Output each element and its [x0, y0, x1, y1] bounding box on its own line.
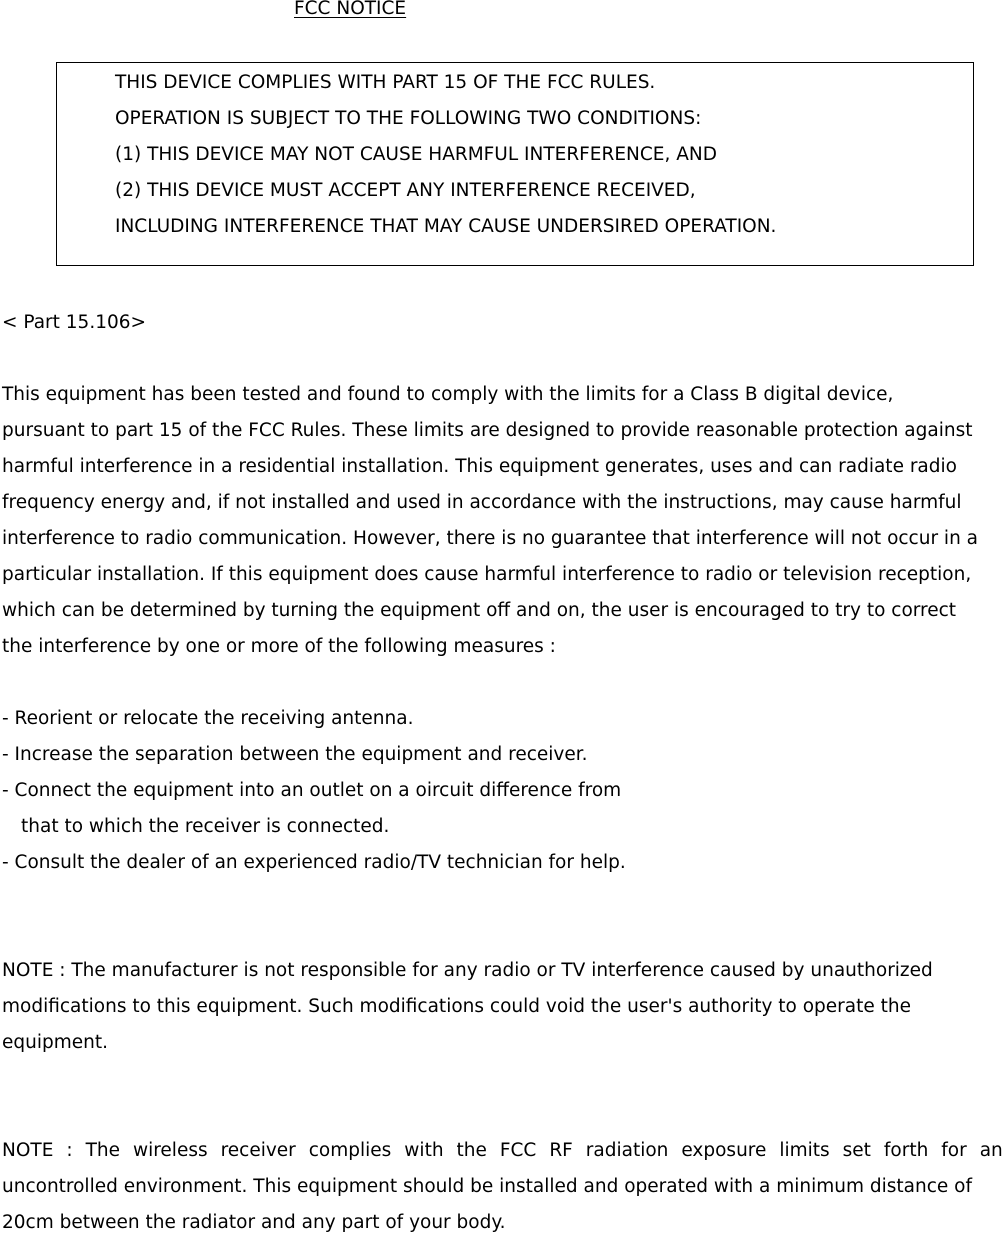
- paragraph-line: frequency energy and, if not installed and used in accordance with the instructions, may cause harmful: [2, 492, 962, 513]
- paragraph-line: particular installation. If this equipment does cause harmful interference to radio or television reception,: [2, 564, 972, 585]
- paragraph-line: the interference by one or more of the following measures :: [2, 636, 556, 657]
- compliance-line: THIS DEVICE COMPLIES WITH PART 15 OF THE FCC RULES.: [115, 72, 656, 93]
- manufacturer-note: [2, 953, 1002, 1061]
- compliance-statement: [115, 65, 776, 245]
- word: forth: [883, 1140, 929, 1161]
- word: limits: [779, 1140, 830, 1161]
- measure-item: - Connect the equipment into an outlet on a oircuit difference from: [2, 780, 622, 801]
- word: FCC: [499, 1140, 537, 1161]
- word: wireless: [132, 1140, 208, 1161]
- part-reference: < Part 15.106>: [2, 312, 147, 333]
- paragraph-line: harmful interference in a residential installation. This equipment generates, uses and can radiate radio: [2, 456, 957, 477]
- measure-item: - Reorient or relocate the receiving antenna.: [2, 708, 414, 729]
- compliance-line: OPERATION IS SUBJECT TO THE FOLLOWING TWO CONDITIONS:: [115, 108, 702, 129]
- justified-line: [2, 1133, 1003, 1169]
- word: RF: [549, 1140, 573, 1161]
- paragraph-line: pursuant to part 15 of the FCC Rules. These limits are designed to provide reasonable protection against: [2, 420, 973, 441]
- rf-exposure-note: [2, 1133, 1003, 1241]
- measure-item: - Consult the dealer of an experienced radio/TV technician for help.: [2, 852, 626, 873]
- word: the: [456, 1140, 487, 1161]
- compliance-line: (1) THIS DEVICE MAY NOT CAUSE HARMFUL INTERFERENCE, AND: [115, 144, 717, 165]
- measures-list: [2, 701, 1002, 881]
- word: complies: [308, 1140, 392, 1161]
- intro-paragraph: [2, 377, 1002, 665]
- word: radiation: [585, 1140, 669, 1161]
- word: receiver: [220, 1140, 296, 1161]
- paragraph-line: equipment.: [2, 1032, 108, 1053]
- word: exposure: [681, 1140, 767, 1161]
- word: NOTE: [2, 1140, 54, 1161]
- page-title: FCC NOTICE: [294, 0, 407, 19]
- word: The: [85, 1140, 120, 1161]
- word: with: [404, 1140, 444, 1161]
- fcc-compliance-box: [56, 62, 974, 266]
- word: for: [941, 1140, 967, 1161]
- paragraph-line: 20cm between the radiator and any part of your body.: [2, 1212, 506, 1233]
- paragraph-line: modifications to this equipment. Such modifications could void the user's authority to operate the: [2, 996, 912, 1017]
- word: an: [979, 1140, 1003, 1161]
- word: set: [842, 1140, 871, 1161]
- measure-item-continuation: that to which the receiver is connected.: [21, 816, 390, 837]
- paragraph-line: interference to radio communication. However, there is no guarantee that interference will not occur in a: [2, 528, 979, 549]
- paragraph-line: NOTE : The manufacturer is not responsible for any radio or TV interference caused by unauthorized: [2, 960, 933, 981]
- compliance-line: (2) THIS DEVICE MUST ACCEPT ANY INTERFERENCE RECEIVED,: [115, 180, 696, 201]
- paragraph-line: uncontrolled environment. This equipment should be installed and operated with a minimum distance of: [2, 1176, 972, 1197]
- paragraph-line: which can be determined by turning the equipment off and on, the user is encouraged to try to correct: [2, 600, 957, 621]
- word: :: [66, 1140, 73, 1161]
- measure-item: - Increase the separation between the equipment and receiver.: [2, 744, 588, 765]
- paragraph-line: This equipment has been tested and found to comply with the limits for a Class B digital device,: [2, 384, 894, 405]
- compliance-line: INCLUDING INTERFERENCE THAT MAY CAUSE UNDERSIRED OPERATION.: [115, 216, 777, 237]
